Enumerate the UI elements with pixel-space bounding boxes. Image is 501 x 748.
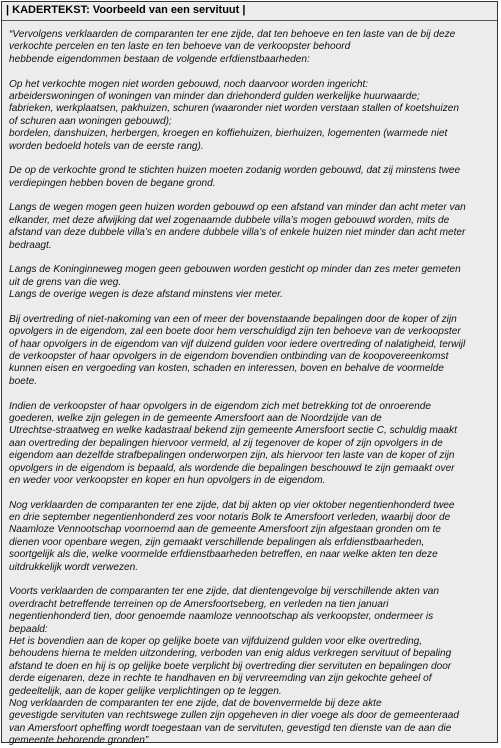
text-line: bepaald: <box>9 623 48 635</box>
paragraph <box>9 586 491 747</box>
text-line: of schuren aan woningen gebouwd); <box>9 115 172 127</box>
text-line: afstand te doen en hij is op gelijke boete verplicht bij overtreding dier servituten en bepalingen door <box>9 660 452 672</box>
text-line: eigendom aan dezelfde strafbepalingen onderworpen zijn, als hiervoor ten laste van de koper of zijn <box>9 450 455 462</box>
text-line: gevestigde servituten van rechtswege zullen zijn opgeheven in dier voege als door de gemeenteraad <box>9 710 460 722</box>
paragraph <box>9 79 491 153</box>
text-box-frame <box>1 1 498 747</box>
paragraph <box>9 165 491 190</box>
text-line: soortgelijk als die, welke voormelde erfdienstbaarheden betreffen, en naar welke akten ten deze <box>9 549 438 561</box>
text-line: of haar opvolgers in de eigendom van vijf duizend gulden voor iedere overtreding of nalatigheid, terwijl <box>9 338 466 350</box>
box-body <box>2 21 497 748</box>
text-line: hebbende eigendommen bestaan de volgende erfdienstbaarheden: <box>9 53 310 65</box>
text-line: Langs de overige wegen is deze afstand minstens vier meter. <box>9 289 283 301</box>
text-line: uitdrukkelijk wordt verwezen. <box>9 561 139 573</box>
text-line: opvolgers in de eigendom is bepaald, als wordende die bepalingen beschouwd te zijn gemaakt over <box>9 462 455 474</box>
text-line: de verkoopster of haar opvolgers in de eigendom bovendien ontbinding van de koopovereenkomst <box>9 351 449 363</box>
text-line: en weder voor verkoopster en koper en hun opvolgers in de eigendom. <box>9 474 326 486</box>
text-line: arbeiderswoningen of woningen van minder dan driehonderd gulden werkelijke huurwaarde; <box>9 90 420 102</box>
text-line: negentienhonderd tien, door genoemde naamloze vennootschap als verkoopster, ondermeer is <box>9 611 434 623</box>
text-line: bedraagt. <box>9 239 52 251</box>
text-line: Voorts verklaarden de comparanten ter ene zijde, dat dientengevolge bij verschillende akten van <box>9 586 439 598</box>
box-title: | KADERTEKST: Voorbeeld van een servituut | <box>2 2 497 21</box>
text-line: behoudens hierna te melden uitzondering, verboden van enig aldus verkregen servituut of bepaling <box>9 648 452 660</box>
text-line: boete. <box>9 375 38 387</box>
text-line: worden bedoeld hotels van de eerste rang). <box>9 140 204 152</box>
text-line: dienen voor openbare wegen, zijn gemaakt verschillende bepalingen als erfdienstbaarheden, <box>9 536 425 548</box>
paragraph <box>9 314 491 388</box>
paragraph <box>9 401 491 488</box>
paragraph <box>9 202 491 252</box>
text-line: van Amersfoort opheffing wordt toegestaan van de servituten, gevestigd ten dienste van de aan die <box>9 722 452 734</box>
text-line: kunnen eisen en vergoeding van kosten, schaden en interessen, boven en behalve de voormelde <box>9 363 444 375</box>
text-line: Het is bovendien aan de koper op gelijke boete van vijfduizend gulden voor elke overtreding, <box>9 636 422 648</box>
text-line: Indien de verkoopster of haar opvolgers in de eigendom zich met betrekking tot de onroerende <box>9 400 431 412</box>
text-line: derde eigenaren, deze in rechte te handhaven en bij vervreemding van zijn gekochte geheel of <box>9 673 432 685</box>
text-line: fabrieken, werkplaatsen, pakhuizen, schuren (waaronder niet worden verstaan stallen of koetshuizen <box>9 103 459 115</box>
text-line: Op het verkochte mogen niet worden gebouwd, noch daarvoor worden ingericht: <box>9 78 369 90</box>
text-line: verdiepingen hebben boven de begane grond. <box>9 177 216 189</box>
text-line: “Vervolgens verklaarden de comparanten ter ene zijde, dat ten behoeve en ten laste van de bij deze <box>9 29 456 40</box>
text-line: aan overtreding der bepalingen hiervoor vermeld, al zij tegenover de koper of zijn opvolgers in de <box>9 437 443 449</box>
text-line: gemeente behorende gronden” <box>9 735 149 747</box>
text-line: Nog verklaarden de comparanten ter ene zijde, dat de bovenvermelde bij deze akte <box>9 698 382 710</box>
text-line: Nog verklaarden de comparanten ter ene zijde, dat bij akten op vier oktober negentienhonderd twee <box>9 499 455 511</box>
paragraph <box>9 29 491 66</box>
text-line: afstand van deze dubbele villa’s en andere dubbele villa’s of enkele huizen niet minder dan acht meter <box>9 227 466 239</box>
text-line: overdracht betreffende terreinen op de Amersfoortseberg, en verleden na tien januari <box>9 598 389 610</box>
text-line: opvolgers in de eigendom, zal een boete door hem verschuldigd zijn ten behoeve van de verkoopster <box>9 326 461 338</box>
text-line: Naamloze Vennootschap voornoemd aan de gemeente Amersfoort zijn afgestaan gronden om te <box>9 524 441 536</box>
text-line: uit de grens van die weg. <box>9 276 122 288</box>
text-line: goederen, welke zijn gelegen in de gemeente Amersfoort aan de Noordzijde van de <box>9 412 382 424</box>
text-line: De op de verkochte grond te stichten huizen moeten zodanig worden gebouwd, dat zij minstens twee <box>9 165 461 177</box>
text-line: bordelen, danshuizen, herbergen, kroegen en koffiehuizen, bierhuizen, logementen (warmede niet <box>9 128 448 140</box>
text-line: gedeeltelijk, aan de koper gelijke verplichtingen op te leggen. <box>9 685 282 697</box>
paragraph <box>9 264 491 301</box>
text-line: Langs de wegen mogen geen huizen worden gebouwd op een afstand van minder dan acht meter van <box>9 202 466 214</box>
text-line: Langs de Koninginneweg mogen geen gebouwen worden gesticht op minder dan zes meter gemeten <box>9 264 461 276</box>
text-line: Utrechtse-straatweg en welke kadastraal bekend zijn gemeente Amersfoort sectie C, schuldig maakt <box>9 425 457 437</box>
text-line: verkochte percelen en ten laste en ten behoeve van de verkoopster behoord <box>9 41 351 53</box>
text-line: elkander, met deze afwijking dat wel zogenaamde dubbele villa’s mogen gebouwd worden, mits de <box>9 214 450 226</box>
text-line: en drie september negentienhonderd zes voor notaris Bolk te Amersfoort verleden, waarbij door de <box>9 512 451 524</box>
text-line: Bij overtreding of niet-nakoming van een of meer der bovenstaande bepalingen door de koper of zijn <box>9 313 457 325</box>
paragraph <box>9 500 491 574</box>
